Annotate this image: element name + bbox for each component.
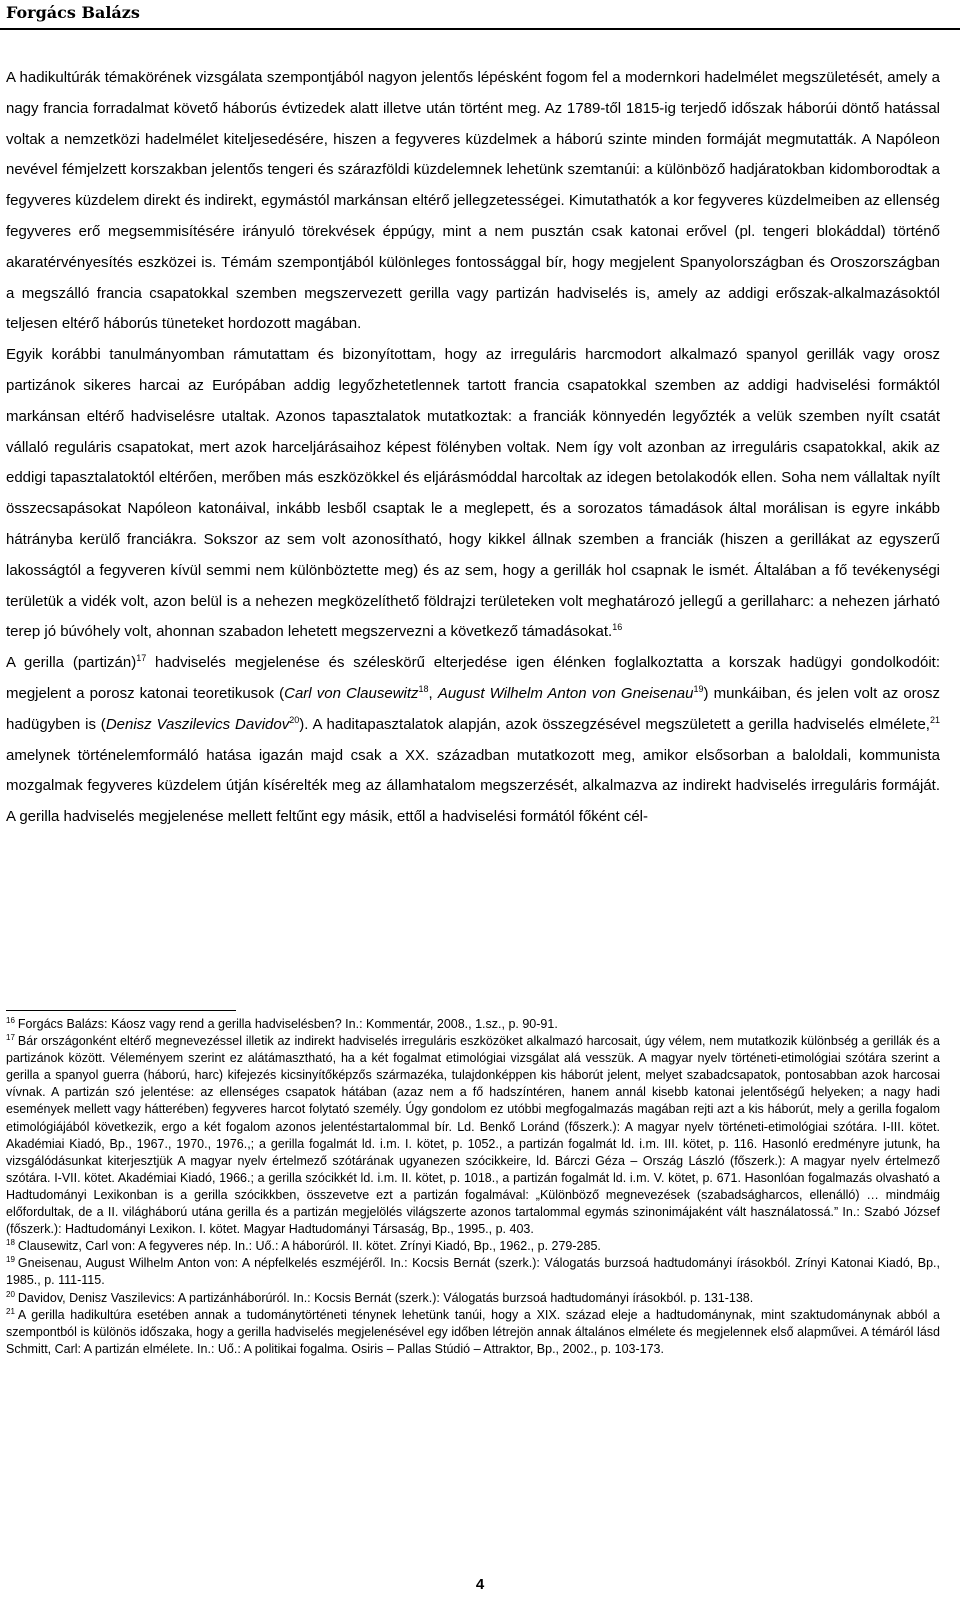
- page-number: 4: [475, 1576, 485, 1593]
- footnote-text: Bár országonként eltérő megnevezéssel illetik az indirekt hadviselés irreguláris eszközöket alkalmazó harcosait, úgy vélem, nem mutatkozik különbség a gerillák és a partizánok között. Véleményem szerint ez alátámasztható, ha a két fogalmat etimológiai vizsgálat alá vesszük. A magyar nyelv történeti-etimológiai szótára szerint a gerilla a spanyol guerra (háború, harc) kifejezés kicsinyítőképzős származéka, tulajdonképpen kis háborút jelent, melyet szabadcsapatok, pontosabban azok harcosai vívnak. A partizán szó jelentése: az ellenséges csapatok hátában (azaz nem a fő hadszíntéren, hanem annál kisebb katonai jelentőségű helyeken; a nagy hadi események mellett vagy hátterében) fegyveres harcot folytató személy. Úgy gondolom ez utóbbi megfogalmazás magában rejti azt a kis háborút, mely a gerilla fogalom etimológiájából következik, ergo a két fogalom azonos jelentéstartalommal bír. Ld. Benkő Loránd (főszerk.): A magyar nyelv történeti-etimológiai szótára. I-III. kötet. Akadémiai Kiadó, Bp., 1967., 1970., 1976.,; a gerilla fogalmát ld. i.m. I. kötet, p. 1052., a partizán fogalmát ld. i.m. III. kötet, p. 116. Hasonló eredményre jutunk, ha vizsgálódásunkat kiterjesztjük A magyar nyelv értelmező szótárának ugyanezen szócikkeire, ld. Bárczi Géza – Ország László (főszerk.): A magyar nyelv értelmező szótára. I-VII. kötet. Akadémiai Kiadó, 1966.; a gerilla szócikkét ld. i.m. II. kötet, p. 1018., a partizán fogalmát ld. i.m. V. kötet, p. 671. Hasonlóan fogalmazás olvasható a Hadtudományi Lexikonban is a gerilla szócikkben, összevetve ezt a partizán fogalmával: „Különböző megnevezések (szabadságharcos, ellenálló) … mindmáig előfordultak, de a II. világháború utána gerilla és a partizán megjelölés világszerte azonos tartalommal egymás szinonimájaként vált használatossá.” In.: Szabó József (főszerk.): Hadtudományi Lexikon. I. kötet. Magyar Hadtudományi Társaság, Bp., 1995., p. 403.: [6, 1034, 940, 1237]
- paragraph-3-text-e: ). A haditapasztalatok alapján, azok összegzésével megszületett a gerilla hadviselés elmélete,: [299, 715, 930, 733]
- footnote-ref-17[interactable]: 17: [136, 653, 147, 664]
- footnote-ref-19[interactable]: 19: [693, 683, 704, 694]
- footnote-ref-21[interactable]: 21: [929, 714, 940, 725]
- footnote-number: 16: [6, 1016, 15, 1025]
- paragraph-3-text-d: ) munkáiban, és jelen volt az orosz hadügyben is (: [6, 684, 941, 733]
- paragraph-1: A hadikultúrák témakörének vizsgálata szempontjából nagyon jelentős lépésként fogom fel a modernkori hadelmélet megszületését, amely a nagy francia forradalmat követő háborús évtizedek alatt illetve után történt meg. Az 1789-től 1815-ig terjedő időszak háborúi döntő hatással voltak a nemzetközi hadelmélet kiteljesedésére, hiszen a fegyveres küzdelmek a háború szinte minden formáját megmutatták. A Napóleon nevével fémjelzett korszakban jelentős tengeri és szárazföldi küzdelemnek lehetünk szemtanúi: a különböző hadjáratokban kidomborodtak a fegyveres küzdelem direkt és indirekt, egymástól markánsan eltérő jellegzetességei. Kimutathatók a kor fegyveres küzdelmeiben az ellenség fegyveres erő megsemmisítésére irányuló törekvések éppúgy, mint a nem pusztán csak katonai erővel (pl. tengeri blokáddal) történő akaratérvényesítés eszközei is. Témám szempontjából különleges fontossággal bír, hogy megjelent Spanyolországban és Oroszországban a megszálló francia csapatokkal szemben megszervezett gerilla vagy partizán hadviselés is, amely az addigi erőszak-alkalmazásoktól teljesen eltérő háborús tüneteket hordozott magában.: [6, 69, 940, 333]
- footnotes: [6, 1016, 940, 1358]
- name-gneisenau: August Wilhelm Anton von Gneisenau: [437, 684, 694, 702]
- footnote-19: [6, 1255, 940, 1289]
- name-davidov: Denisz Vaszilevics Davidov: [105, 715, 290, 733]
- paragraph-2: [6, 340, 940, 648]
- name-clausewitz: Carl von Clausewitz: [284, 684, 419, 702]
- footnote-text: Forgács Balázs: Káosz vagy rend a gerilla hadviselésben? In.: Kommentár, 2008., 1.sz., p. 90-91.: [17, 1017, 558, 1031]
- running-head-author: Forgács Balázs: [6, 3, 140, 22]
- footnote-number: 19: [6, 1255, 15, 1265]
- footnote-ref-16[interactable]: 16: [612, 622, 623, 633]
- footnote-text: Clausewitz, Carl von: A fegyveres nép. In.: Uő.: A háborúról. II. kötet. Zrínyi Kiadó, Bp., 1962., p. 279-285.: [17, 1239, 601, 1254]
- footnote-21: [6, 1307, 940, 1358]
- paragraph-3-text-c: ,: [428, 684, 438, 702]
- footnote-text: Gneisenau, August Wilhelm Anton von: A népfelkelés eszméjéről. In.: Kocsis Bernát (szerk.): Válogatás burzsoá hadtudományi írásokból. Zrínyi Katonai Kiadó, Bp., 1985., p. 111-115.: [6, 1256, 940, 1288]
- paragraph-3-text-a: A gerilla (partizán): [6, 654, 137, 672]
- footnote-ref-20[interactable]: 20: [289, 714, 300, 725]
- footnote-18: [6, 1238, 940, 1255]
- paragraph-3-text-b: hadviselés megjelenése és széleskörű elterjedése igen élénken foglalkoztatta a korszak hadügyi gondolkodóit: megjelent a porosz katonai teoretikusok (: [6, 654, 940, 702]
- footnote-text: Davidov, Denisz Vaszilevics: A partizánháborúról. In.: Kocsis Bernát (szerk.): Válogatás burzsoá hadtudományi írásokból. p. 131-138.: [17, 1290, 754, 1305]
- paragraph-3-text-f: amelynek történelemformáló hatása igazán majd csak a XX. században mutatkozott meg, amikor elsősorban a baloldali, kommunista mozgalmak fegyveres küzdelem útján kísérelték meg az államhatalom megszerzését, alkalmazva az indirekt hadviselés irreguláris formáját. A gerilla hadviselés megjelenése mellett feltűnt egy másik, ettől a hadviselési formától főként cél-: [6, 746, 940, 826]
- footnote-separator: [6, 1010, 236, 1011]
- paragraph-2-text: Egyik korábbi tanulmányomban rámutattam és bizonyítottam, hogy az irreguláris harcmodort alkalmazó spanyol gerillák vagy orosz partizánok sikeres harcai az Európában addig legyőzhetetlennek tartott francia csapatokkal szemben az addigi hadviselési formáktól markánsan eltérő hadviselésre utaltak. Azonos tapasztalatok mutatkoztak: a franciák könnyedén legyőzték a velük szemben nyílt csatát vállaló reguláris csapatokat, mert azok harceljárásaihoz képest fölényben voltak. Nem így volt azonban az irreguláris csapatokkal, akik az eddigi tapasztalatoktól eltérően, merőben más eszközökkel és eljárásmóddal harcoltak az idegen betolakodók ellen. Soha nem vállaltak nyílt összecsapásokat Napóleon katonáival, inkább lesből csaptak le a meglepett, és a sorozatos támadások által morálisan is egyre inkább hátrányba kerülő franciákra. Sokszor az sem volt azonosítható, hogy kikkel állnak szemben a franciák (hiszen a gerillákat az egyszerű lakosságtól a fegyveren kívül semmi nem különböztette meg) és az sem, hogy a gerillák hol csapnak le ismét. Általában a fő tevékenységi területük a vidék volt, azon belül is a nehezen megközelíthető földrajzi területeken volt meghatározó jellegű a gerillaharc: a nehezen járható terep jó búvóhely volt, ahonnan szabadon lehetett megszervezni a következő támadásokat.: [6, 346, 940, 641]
- footnote-16: [6, 1016, 940, 1033]
- footnote-number: 21: [6, 1306, 15, 1316]
- footnote-ref-18[interactable]: 18: [418, 683, 429, 694]
- page-header: [0, 0, 960, 30]
- footnote-20: [6, 1290, 940, 1307]
- footnote-17: [6, 1033, 940, 1238]
- main-text: [6, 63, 940, 833]
- footnote-number: 20: [6, 1289, 15, 1299]
- footnote-number: 18: [6, 1238, 15, 1248]
- footnote-number: 17: [6, 1033, 15, 1043]
- footnote-text: A gerilla hadikultúra esetében annak a tudománytörténeti ténynek lehetünk tanúi, hogy a XIX. század eleje a hadtudománynak, mint szaktudománynak abból a szempontból is különös időszaka, hogy a gerilla hadviselés megjelenésével egy időben létrejön annak általános elmélete és megjelennek első alapművei. A témáról lásd Schmitt, Carl: A partizán elmélete. In.: Uő.: A politikai fogalma. Osiris – Pallas Stúdió – Attraktor, Bp., 2002., p. 103-173.: [6, 1307, 940, 1356]
- paragraph-3: [6, 648, 940, 833]
